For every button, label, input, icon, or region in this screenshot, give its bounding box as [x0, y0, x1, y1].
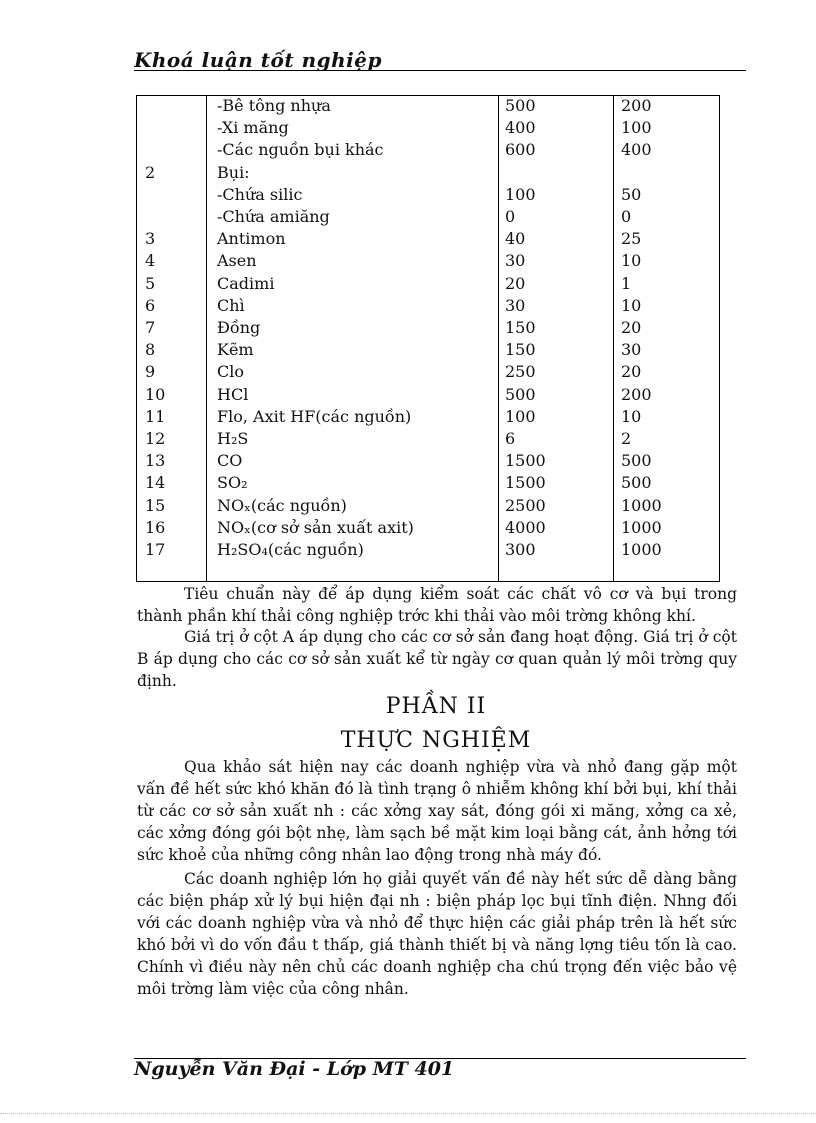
row-value-b: 500	[621, 451, 652, 471]
table-row	[136, 384, 720, 406]
row-number: 8	[145, 340, 156, 360]
row-number: 14	[145, 473, 166, 493]
footer-separator: -	[305, 1058, 327, 1080]
row-number: 13	[145, 451, 166, 471]
row-value-b: 10	[621, 251, 642, 271]
table-row	[136, 428, 720, 450]
table-row	[136, 250, 720, 272]
row-pollutant: H₂SO₄(các nguồn)	[217, 540, 364, 559]
row-pollutant: -Các nguồn bụi khác	[217, 140, 384, 160]
row-pollutant: -Xi măng	[217, 118, 289, 138]
row-value-a: 300	[505, 540, 536, 559]
row-number: 4	[145, 251, 156, 271]
table-row	[136, 228, 720, 250]
row-number: 15	[145, 495, 166, 515]
table-row	[136, 206, 720, 228]
row-pollutant: Flo, Axit HF(các nguồn)	[217, 406, 412, 426]
row-number: 17	[145, 540, 166, 559]
row-value-a: 20	[505, 273, 526, 293]
table-row	[136, 339, 720, 361]
row-value-a: 2500	[505, 495, 546, 515]
row-value-a: 40	[505, 229, 526, 249]
page-header-title: Khoá luận tốt nghiệp	[134, 48, 382, 70]
table-row	[136, 95, 720, 117]
row-pollutant: Antimon	[217, 229, 286, 249]
table-row	[136, 406, 720, 428]
row-value-a: 400	[505, 118, 536, 138]
row-number: 10	[145, 384, 166, 404]
row-value-a: 100	[505, 406, 536, 426]
section-title: THỰC NGHIỆM	[340, 728, 532, 753]
row-pollutant: -Chứa silic	[217, 184, 303, 204]
row-value-a: 600	[505, 140, 536, 160]
row-pollutant: -Chứa amiăng	[217, 207, 330, 226]
table-row	[136, 117, 720, 139]
row-value-b: 1	[621, 273, 632, 293]
table-row	[136, 517, 720, 539]
row-value-a: 4000	[505, 517, 546, 537]
row-value-a: 30	[505, 251, 526, 271]
row-pollutant: NOₓ(cơ sở sản xuất axit)	[217, 517, 414, 537]
row-pollutant: -Bê tông nhựa	[217, 96, 331, 115]
row-value-a: 500	[505, 96, 536, 115]
row-value-a: 0	[505, 207, 516, 226]
row-pollutant: SO₂	[217, 473, 248, 493]
row-value-a: 6	[505, 429, 516, 448]
row-value-b: 200	[621, 384, 652, 404]
row-value-b: 1000	[621, 495, 662, 515]
table-row	[136, 539, 720, 561]
row-number: 7	[145, 318, 156, 337]
table-row	[136, 273, 720, 295]
table-row	[136, 317, 720, 339]
row-number: 3	[145, 229, 156, 249]
footer-class: Lớp MT 401	[326, 1058, 455, 1080]
footer-author: Nguyễn Văn Đại	[134, 1058, 306, 1080]
table-row	[136, 472, 720, 494]
row-value-b: 200	[621, 96, 652, 115]
row-pollutant: H₂S	[217, 429, 249, 448]
table-row	[136, 184, 720, 206]
row-value-b: 0	[621, 207, 632, 226]
row-number: 11	[145, 406, 166, 426]
row-value-b: 1000	[621, 540, 662, 559]
row-value-b: 50	[621, 184, 642, 204]
paragraph-survey: Qua khảo sát hiện nay các doanh nghiệp vừa và nhỏ đang gặp một vấn đề hết sức khó khăn đó là tình trạng ô nhiễm không khí bởi bụi, khí thải từ các cơ sở sản xuất nh : các xởng xay sát, đóng gói xi măng, xởng ca xẻ, các xởng đóng gói bột nhẹ, làm sạch bề mặt kim loại bằng cát, ảnh hởng tới sức khoẻ của những công nhân lao động trong nhà máy đó.	[137, 758, 737, 864]
page-edge	[0, 1113, 816, 1114]
row-value-a: 250	[505, 362, 536, 382]
table-row	[136, 450, 720, 472]
row-value-b: 10	[621, 406, 642, 426]
row-pollutant: Đồng	[217, 318, 261, 337]
row-pollutant: HCl	[217, 384, 249, 404]
paragraph-standard-scope: Tiêu chuẩn này để áp dụng kiểm soát các chất vô cơ và bụi trong thành phần khí thải công nghiệp trớc khi thải vào môi trờng không khí.	[137, 585, 737, 625]
row-pollutant: NOₓ(các nguồn)	[217, 495, 347, 515]
row-value-b: 25	[621, 229, 642, 249]
row-value-b: 2	[621, 429, 632, 448]
row-value-b: 500	[621, 473, 652, 493]
section-part-label: PHẦN II	[385, 694, 487, 719]
row-pollutant: Asen	[217, 251, 257, 271]
row-value-b: 30	[621, 340, 642, 360]
row-value-a: 30	[505, 295, 526, 315]
row-value-a: 1500	[505, 473, 546, 493]
row-pollutant: Bụi:	[217, 162, 250, 182]
row-number: 12	[145, 429, 166, 448]
row-number: 2	[145, 162, 156, 182]
paragraph-large-enterprises: Các doanh nghiệp lớn họ giải quyết vấn đề này hết sức dễ dàng bằng các biện pháp xử lý bụi hiện đại nh : biện pháp lọc bụi tĩnh điện. Nhng đối với các doanh nghiệp vừa và nhỏ để thực hiện các giải pháp trên là hết sức khó bởi vì do vốn đầu t thấp, giá thành thiết bị và năng lợng tiêu tốn là cao. Chính vì điều này nên chủ các doanh nghiệp cha chú trọng đến việc bảo vệ môi trờng làm việc của công nhân.	[137, 870, 737, 998]
row-value-a: 150	[505, 340, 536, 360]
row-value-b: 100	[621, 118, 652, 138]
row-value-a: 1500	[505, 451, 546, 471]
table-row	[136, 162, 720, 184]
row-pollutant: Chì	[217, 295, 245, 315]
table-row	[136, 295, 720, 317]
row-value-b: 20	[621, 318, 642, 337]
footer	[134, 1058, 454, 1080]
row-number: 5	[145, 273, 156, 293]
row-value-b: 1000	[621, 517, 662, 537]
row-pollutant: CO	[217, 451, 243, 471]
row-number: 6	[145, 295, 156, 315]
row-value-a: 500	[505, 384, 536, 404]
table-row	[136, 139, 720, 161]
row-number: 16	[145, 517, 166, 537]
header-rule	[134, 70, 746, 71]
row-value-a: 150	[505, 318, 536, 337]
row-value-b: 20	[621, 362, 642, 382]
row-value-b: 400	[621, 140, 652, 160]
row-pollutant: Cadimi	[217, 273, 275, 293]
paragraph-column-note: Giá trị ở cột A áp dụng cho các cơ sở sản đang hoạt động. Giá trị ở cột B áp dụng cho các cơ sở sản xuất kể từ ngày cơ quan quản lý môi trờng quy định.	[137, 628, 737, 690]
row-value-b: 10	[621, 295, 642, 315]
row-pollutant: Clo	[217, 362, 244, 382]
row-pollutant: Kẽm	[217, 340, 254, 360]
table-row	[136, 361, 720, 383]
row-number: 9	[145, 362, 156, 382]
table-row	[136, 495, 720, 517]
row-value-a: 100	[505, 184, 536, 204]
